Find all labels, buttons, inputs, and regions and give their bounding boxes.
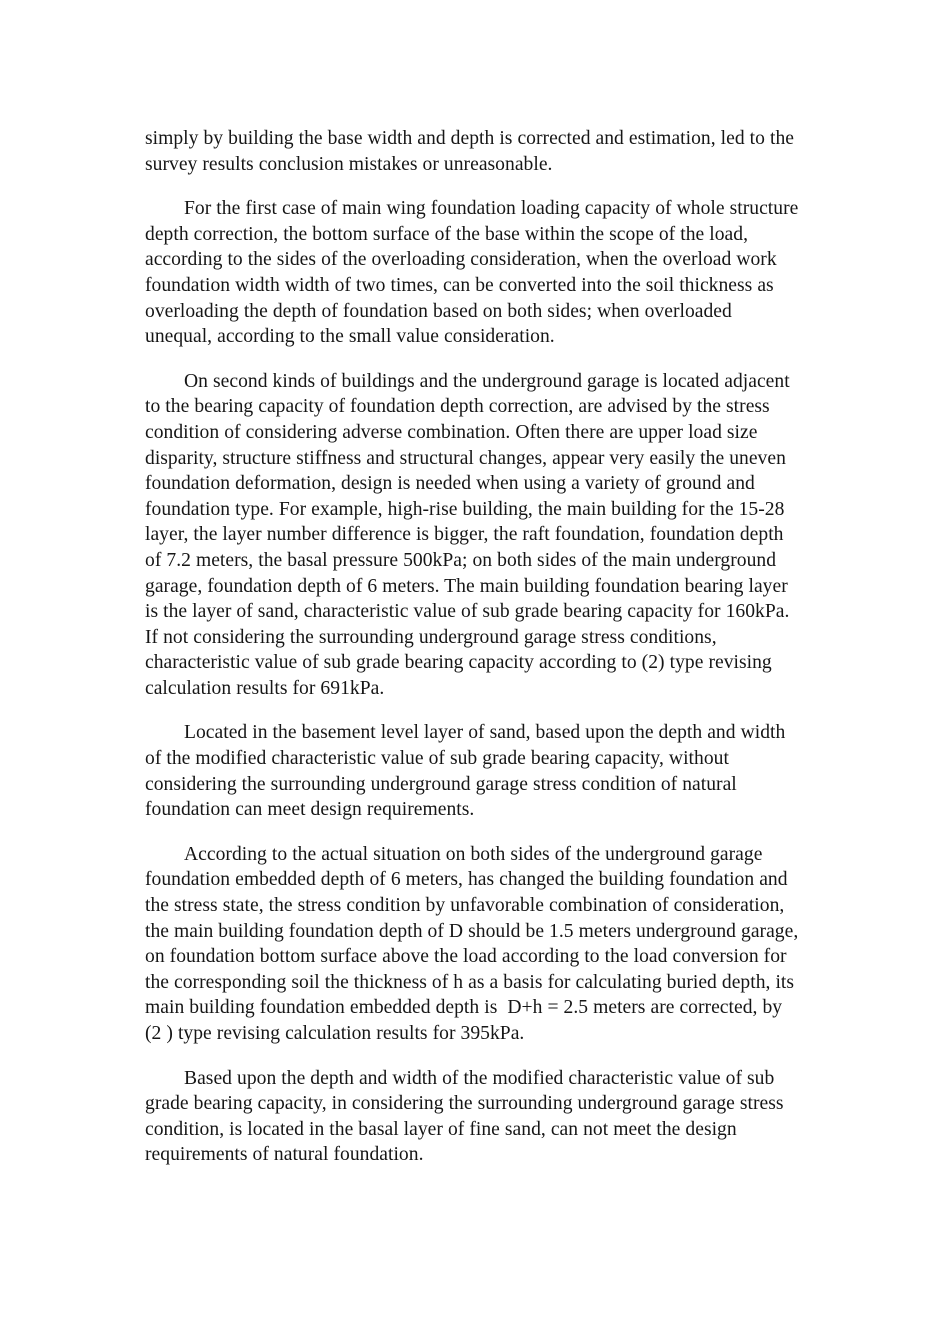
body-text-column [145, 126, 804, 1168]
paragraph-continued-opening: simply by building the base width and depth is corrected and estimation, led to the survey results conclusion mistakes or unreasonable. [145, 128, 800, 175]
paragraph-based-upon-depth-width: Based upon the depth and width of the modified characteristic value of sub grade bearing capacity, in considering the surrounding underground garage stress condition, is located in the basal layer of fine sand, can not meet the design requirements of natural foundation. [145, 1067, 789, 1166]
paragraph-second-kinds-underground-garage: On second kinds of buildings and the underground garage is located adjacent to the bearing capacity of foundation depth correction, are advised by the stress condition of considering adverse combination. Often there are upper load size disparity, structure stiffness and structural changes, appear very easily the uneven foundation deformation, design is needed when using a variety of ground and foundation type. For example, high-rise building, the main building for the 15-28 layer, the layer number difference is bigger, the raft foundation, foundation depth of 7.2 meters, the basal pressure 500kPa; on both sides of the main underground garage, foundation depth of 6 meters. The main building foundation bearing layer is the layer of sand, characteristic value of sub grade bearing capacity for 160kPa. If not considering the surrounding underground garage stress conditions, characteristic value of sub grade bearing capacity according to (2) type revising calculation results for 691kPa. [145, 370, 795, 699]
paragraph-basement-level-layer-sand: Located in the basement level layer of sand, based upon the depth and width of the modified characteristic value of sub grade bearing capacity, without considering the surrounding underground garage stress condition of natural foundation can meet design requirements. [145, 722, 791, 821]
paragraph-first-case-depth-correction: For the first case of main wing foundation loading capacity of whole structure depth correction, the bottom surface of the base within the scope of the load, according to the sides of the overloading consideration, when the overload work foundation width width of two times, can be converted into the soil thickness as overloading the depth of foundation based on both sides; when overloaded unequal, according to the small value consideration. [145, 198, 804, 348]
paragraph-actual-situation-embedded-depth: According to the actual situation on both sides of the underground garage foundation embedded depth of 6 meters, has changed the building foundation and the stress state, the stress condition by unfavorable combination of consideration, the main building foundation depth of D should be 1.5 meters underground garage, on foundation bottom surface above the load according to the load conversion for the corresponding soil the thickness of h as a basis for calculating buried depth, its main building foundation embedded depth is D+h = 2.5 meters are corrected, by (2 ) type revising calculation results for 395kPa. [145, 843, 804, 1044]
